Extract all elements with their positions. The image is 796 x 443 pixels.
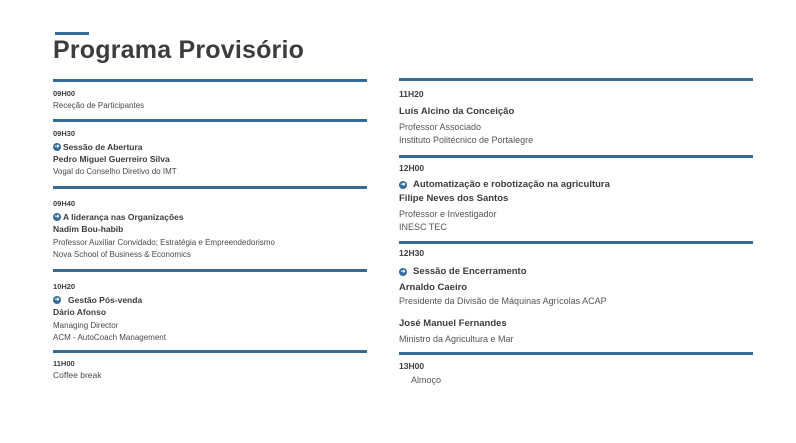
speaker-role: Presidente da Divisão de Máquinas Agrícolas ACAP: [399, 296, 607, 306]
slot-text: Receção de Participantes: [53, 101, 145, 110]
title-accent-bar: [55, 32, 89, 35]
page-title: Programa Provisório: [53, 36, 305, 64]
speaker-organization: Nova School of Business & Economics: [53, 250, 191, 259]
program-slot: [53, 119, 367, 178]
session-label: Sessão de Encerramento: [413, 266, 527, 277]
speaker-role: Vogal do Conselho Diretivo do IMT: [53, 167, 177, 176]
speaker-name: Filipe Neves dos Santos: [399, 193, 509, 204]
session-title: [399, 178, 753, 192]
arrow-circle-right-icon: ➜: [54, 144, 60, 150]
program-slot: [53, 269, 367, 344]
session-title: [53, 294, 367, 306]
slot-time: 13H00: [399, 361, 425, 371]
speaker-name: Pedro Miguel Guerreiro Silva: [53, 154, 170, 164]
program-column-left: [53, 79, 367, 381]
slot-time: 09H00: [53, 89, 76, 98]
speaker-name: Luís Alcino da Conceição: [399, 106, 515, 117]
slot-time: 09H30: [53, 129, 76, 138]
program-slot: [399, 155, 753, 234]
slot-time: 12H00: [399, 163, 425, 173]
session-label: Gestão Pós-venda: [68, 295, 143, 305]
speaker-organization: ACM - AutoCoach Management: [53, 333, 166, 342]
speaker-role: Professor Auxiliar Convidado; Estratégia e Empreendedorismo: [53, 238, 275, 247]
program-slot: [53, 350, 367, 381]
speaker-name: José Manuel Fernandes: [399, 318, 507, 329]
speaker-role: Ministro da Agricultura e Mar: [399, 334, 514, 344]
session-title: [53, 211, 367, 223]
speaker-role: Professor Associado: [399, 122, 482, 132]
slot-text: Coffee break: [53, 370, 102, 380]
arrow-circle-right-icon: ➜: [400, 182, 406, 188]
program-slot: [399, 352, 753, 387]
speaker-name: Nadim Bou-habib: [53, 224, 124, 234]
speaker-organization: Instituto Politécnico de Portalegre: [399, 135, 534, 145]
program-slot: [53, 79, 367, 112]
program-column-right: [399, 78, 753, 387]
speaker-role: Managing Director: [53, 321, 119, 330]
session-title: [53, 141, 367, 153]
session-label: Sessão de Abertura: [63, 142, 143, 152]
slot-time: 10H20: [53, 282, 76, 291]
arrow-circle-right-icon: ➜: [400, 269, 406, 275]
program-slot: [53, 186, 367, 261]
speaker-role: Professor e Investigador: [399, 209, 497, 219]
session-label: A liderança nas Organizações: [63, 212, 184, 222]
arrow-circle-right-icon: ➜: [54, 297, 60, 303]
slot-time: 11H00: [53, 359, 75, 368]
slot-time: 12H30: [399, 248, 425, 258]
speaker-name: Arnaldo Caeiro: [399, 282, 468, 293]
speaker-organization: INESC TEC: [399, 222, 447, 232]
session-title: [399, 265, 753, 279]
program-slot: [399, 241, 753, 346]
slot-time: 11H20: [399, 89, 424, 99]
program-slot: [399, 78, 753, 147]
slot-time: 09H40: [53, 199, 76, 208]
slot-text: Almoço: [411, 375, 442, 385]
arrow-circle-right-icon: ➜: [54, 214, 60, 220]
session-label: Automatização e robotização na agricultura: [413, 179, 610, 190]
speaker-name: Dário Afonso: [53, 307, 107, 317]
